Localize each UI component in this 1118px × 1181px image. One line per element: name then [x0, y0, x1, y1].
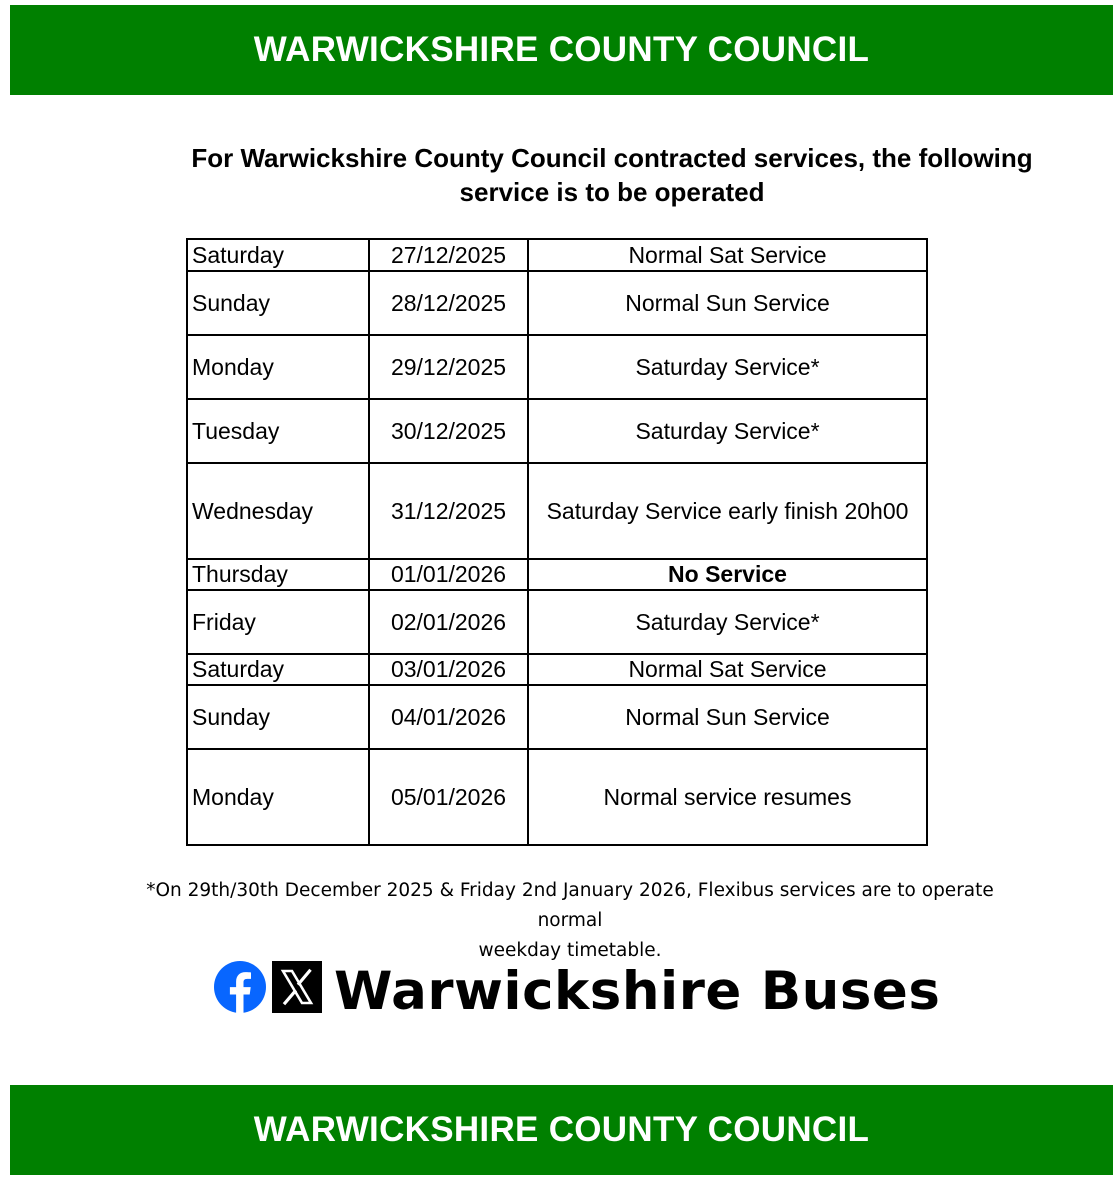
date-cell: 03/01/2026 — [369, 654, 528, 685]
service-schedule-table — [186, 238, 928, 846]
service-cell: Saturday Service early finish 20h00 — [528, 463, 927, 559]
day-cell: Saturday — [187, 239, 369, 271]
x-icon[interactable] — [272, 961, 322, 1013]
date-cell: 27/12/2025 — [369, 239, 528, 271]
day-cell: Saturday — [187, 654, 369, 685]
top-banner-title: WARWICKSHIRE COUNTY COUNCIL — [253, 30, 870, 69]
page-heading: For Warwickshire County Council contracted services, the following service is to be operated — [191, 143, 1033, 207]
date-cell: 28/12/2025 — [369, 271, 528, 335]
footnote-line-2: weekday timetable. — [478, 940, 662, 961]
date-cell: 02/01/2026 — [369, 590, 528, 654]
day-cell: Tuesday — [187, 399, 369, 463]
day-cell: Wednesday — [187, 463, 369, 559]
service-cell: No Service — [528, 559, 927, 590]
table-row — [187, 271, 927, 335]
table-row — [187, 749, 927, 845]
date-cell: 01/01/2026 — [369, 559, 528, 590]
service-cell: Normal Sat Service — [528, 239, 927, 271]
date-cell: 31/12/2025 — [369, 463, 528, 559]
table-row — [187, 590, 927, 654]
date-cell: 04/01/2026 — [369, 685, 528, 749]
service-cell: Saturday Service* — [528, 590, 927, 654]
social-branding — [214, 952, 940, 1022]
service-cell: Normal Sun Service — [528, 271, 927, 335]
table-row — [187, 463, 927, 559]
day-cell: Sunday — [187, 685, 369, 749]
day-cell: Thursday — [187, 559, 369, 590]
day-cell: Monday — [187, 749, 369, 845]
service-cell: Saturday Service* — [528, 335, 927, 399]
bottom-banner-title: WARWICKSHIRE COUNTY COUNCIL — [253, 1110, 870, 1149]
day-cell: Sunday — [187, 271, 369, 335]
date-cell: 29/12/2025 — [369, 335, 528, 399]
table-row — [187, 399, 927, 463]
service-cell: Normal Sun Service — [528, 685, 927, 749]
facebook-icon[interactable] — [214, 961, 266, 1013]
service-cell: Saturday Service* — [528, 399, 927, 463]
service-cell: Normal Sat Service — [528, 654, 927, 685]
day-cell: Monday — [187, 335, 369, 399]
brand-name: Warwickshire Buses — [334, 960, 941, 1022]
service-cell: Normal service resumes — [528, 749, 927, 845]
table-row — [187, 559, 927, 590]
date-cell: 05/01/2026 — [369, 749, 528, 845]
table-row — [187, 654, 927, 685]
table-row — [187, 685, 927, 749]
table-row — [187, 335, 927, 399]
table-row — [187, 239, 927, 271]
date-cell: 30/12/2025 — [369, 399, 528, 463]
day-cell: Friday — [187, 590, 369, 654]
footnote-line-1: *On 29th/30th December 2025 & Friday 2nd January 2026, Flexibus services are to operate normal — [146, 880, 994, 931]
top-banner — [10, 5, 1113, 95]
bottom-banner — [10, 1085, 1113, 1175]
